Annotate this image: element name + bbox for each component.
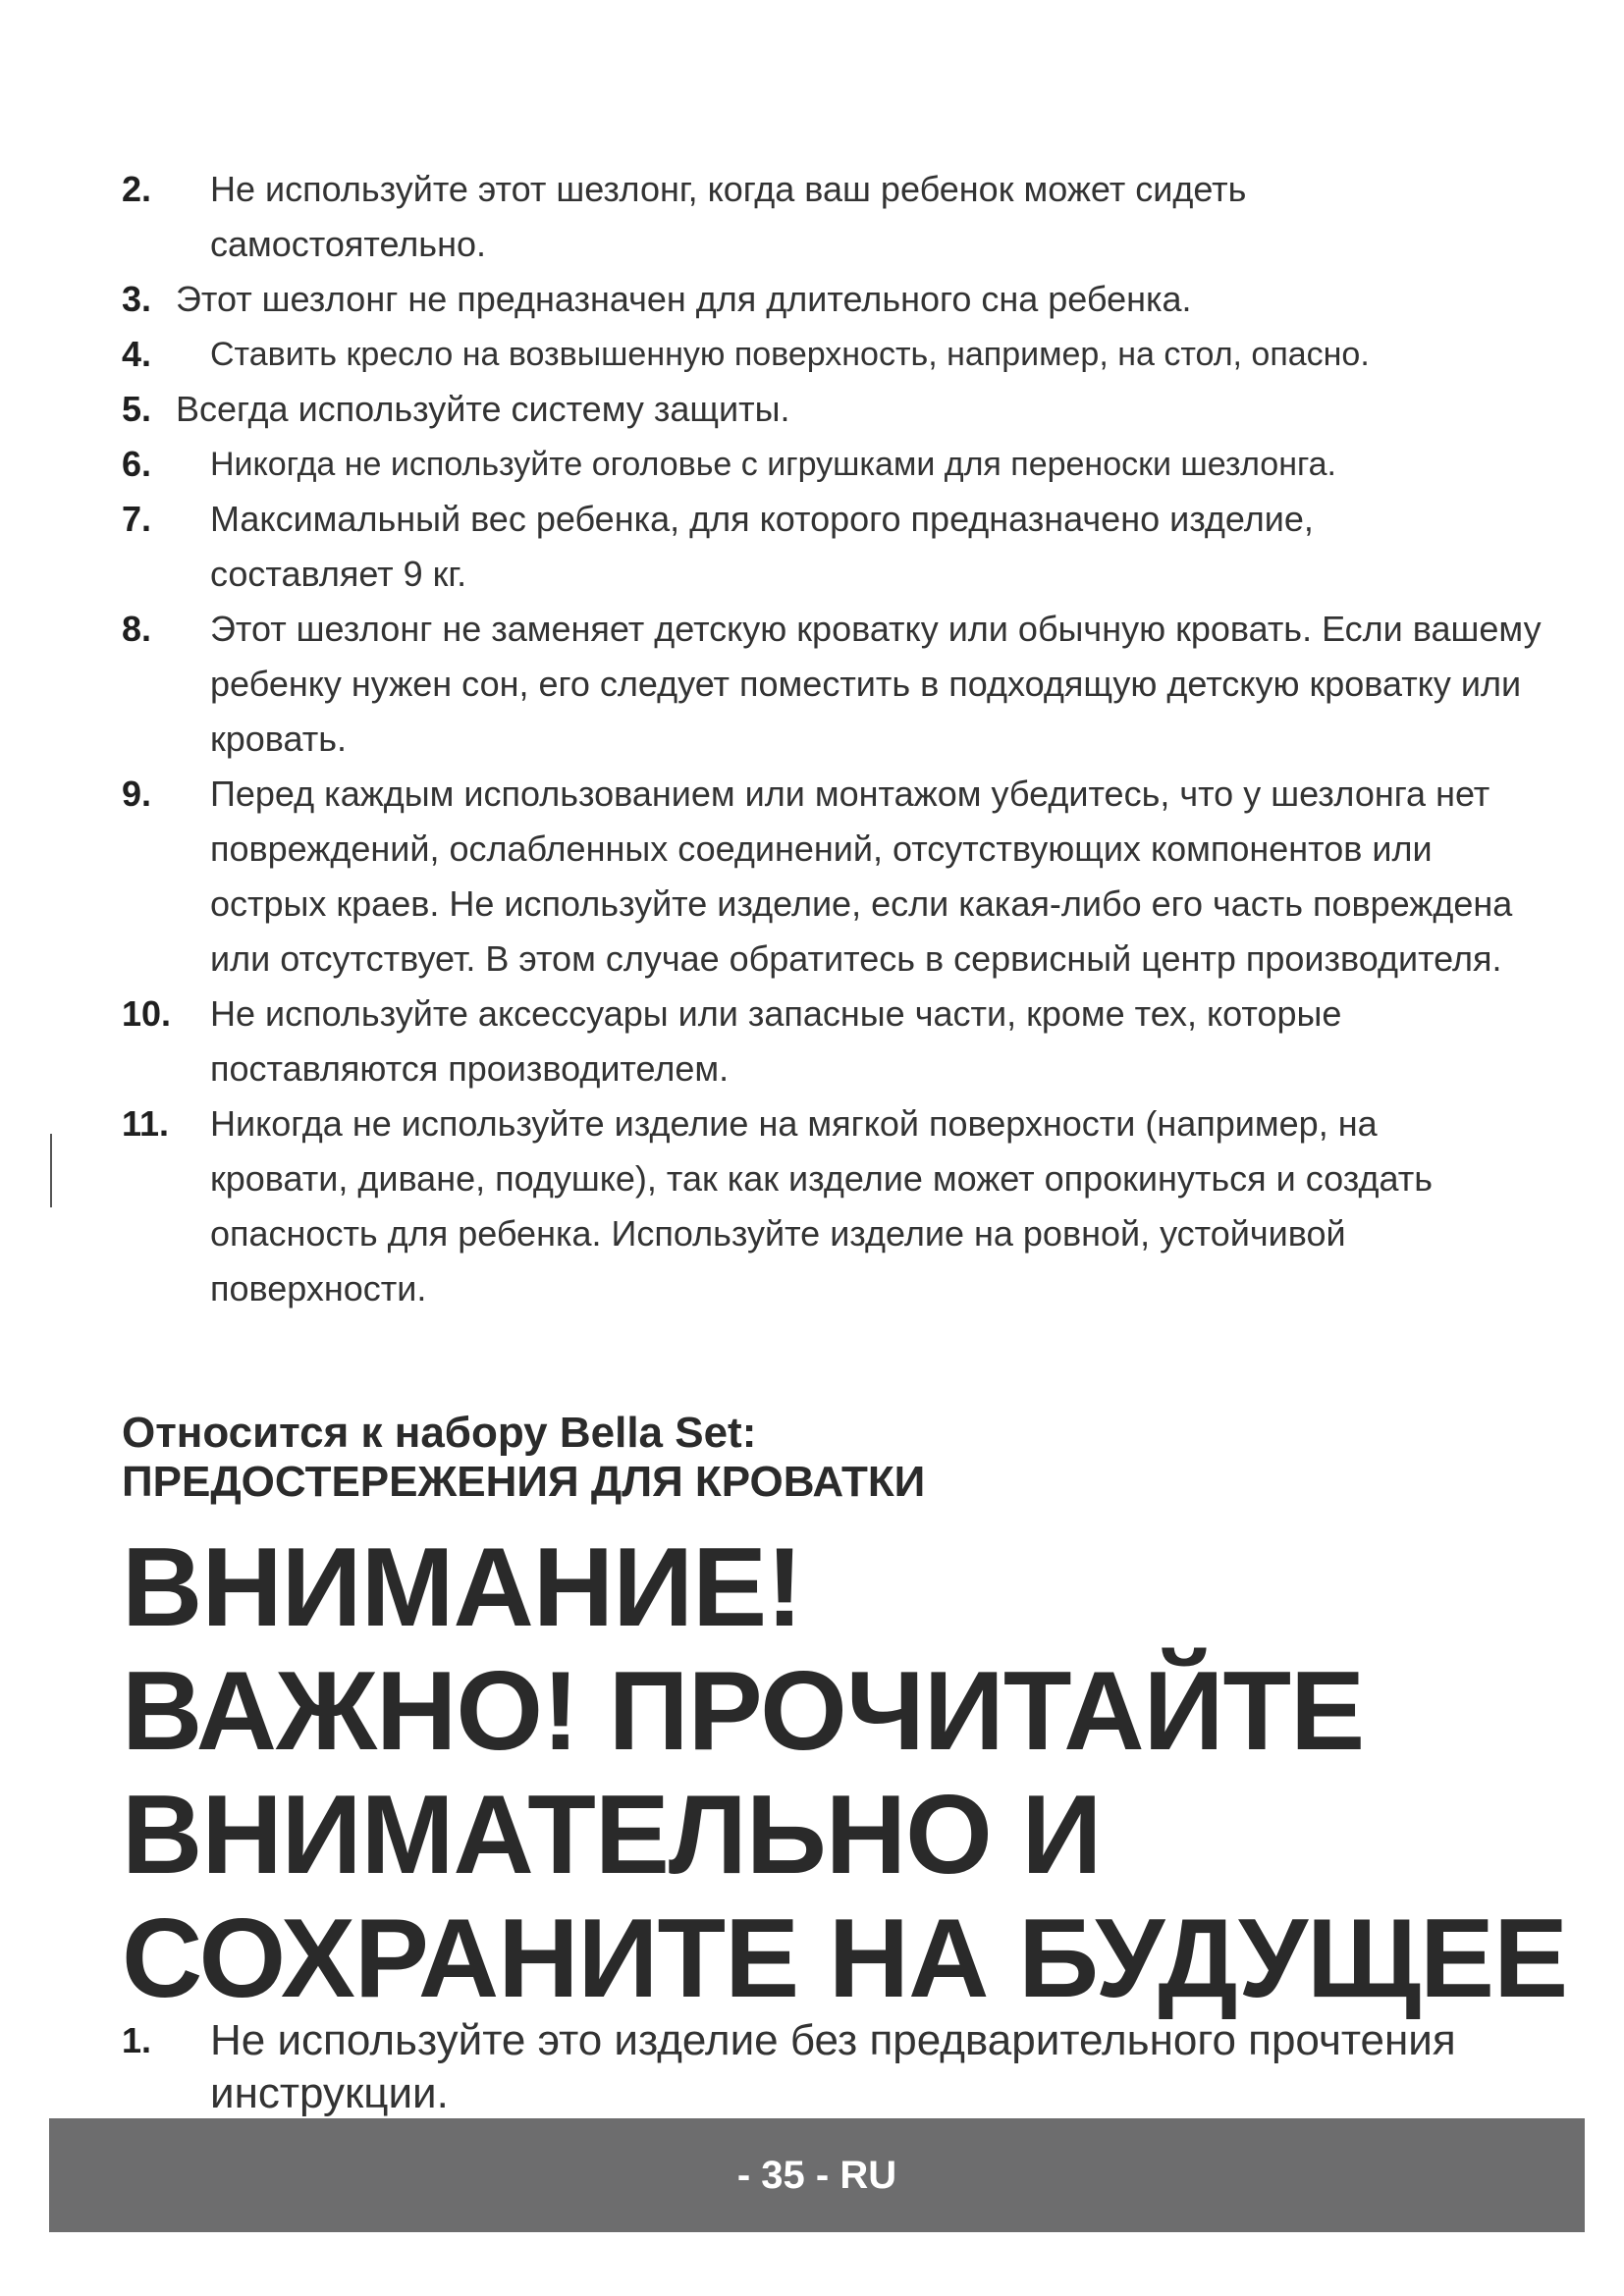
list-item: [122, 987, 1536, 1096]
warning-heading: [122, 1526, 1567, 2021]
item-text: Перед каждым использованием или монтажом убедитесь, что у шезлонга нет повреждений, ослабленных соединений, отсутствующих компонентов или острых краев. Не используйте изделие, если какая-либо его часть повреждена или отсутствует. В этом случае обратитесь в сервисный центр производителя.: [210, 774, 1513, 979]
list-item: [122, 437, 1536, 492]
item-number: 8.: [122, 609, 152, 649]
list-item: [122, 2014, 1536, 2120]
list-item: [122, 492, 1536, 602]
item-number: 7.: [122, 499, 152, 539]
instruction-list: [122, 162, 1542, 1316]
section-subheading: [122, 1409, 925, 1507]
item-number: 10.: [122, 993, 172, 1034]
item-number: 4.: [122, 334, 152, 374]
warning-line: ВНИМАНИЕ!: [122, 1525, 803, 1650]
warning-line: ВАЖНО! ПРОЧИТАЙТЕ: [122, 1649, 1365, 1774]
item-number: 3.: [122, 279, 152, 319]
item-text: Этот шезлонг не заменяет детскую кроватку или обычную кровать. Если вашему ребенку нужен сон, его следует поместить в подходящую детскую кроватку или кровать.: [210, 609, 1542, 759]
subheading-line: ПРЕДОСТЕРЕЖЕНИЯ ДЛЯ КРОВАТКИ: [122, 1458, 926, 1506]
list-item: [122, 382, 1536, 437]
subheading-line: Относится к набору Bella Set:: [122, 1409, 757, 1457]
item-text: Никогда не используйте оголовье с игрушками для переноски шезлонга.: [210, 446, 1336, 483]
item-number: 11.: [122, 1103, 170, 1144]
list-item: [122, 602, 1542, 767]
page-number: - 35 - RU: [736, 2153, 897, 2197]
item-text: Никогда не используйте изделие на мягкой поверхности (например, на кровати, диване, подушке), так как изделие может опрокинуться и создать опасность для ребенка. Используйте изделие на ровной, устойчивой поверхности.: [210, 1103, 1433, 1308]
item-number: 6.: [122, 444, 152, 484]
item-number: 2.: [122, 169, 152, 209]
item-text: Всегда используйте систему защиты.: [176, 389, 790, 429]
warning-line: СОХРАНИТЕ НА БУДУЩЕЕ: [122, 1896, 1568, 2021]
item-text: Не используйте аксессуары или запасные части, кроме тех, которые поставляются производителем.: [210, 993, 1342, 1089]
warning-line: ВНИМАТЕЛЬНО И: [122, 1773, 1102, 1897]
item-text: Максимальный вес ребенка, для которого предназначено изделие, составляет 9 кг.: [210, 499, 1314, 594]
item-number: 9.: [122, 774, 152, 814]
item-number: 1.: [122, 2020, 152, 2060]
list-item: [122, 767, 1536, 987]
list-item: [122, 162, 1536, 272]
list-item: [122, 327, 1536, 382]
margin-mark: [50, 1134, 52, 1207]
page-footer: [49, 2118, 1585, 2232]
item-text: Не используйте это изделие без предварительного прочтения инструкции.: [210, 2016, 1456, 2117]
list-item: [122, 1096, 1536, 1316]
item-text: Этот шезлонг не предназначен для длительного сна ребенка.: [176, 279, 1192, 319]
list-item: [122, 272, 1536, 327]
item-text: Не используйте этот шезлонг, когда ваш ребенок может сидеть самостоятельно.: [210, 169, 1247, 264]
item-text: Ставить кресло на возвышенную поверхность, например, на стол, опасно.: [210, 336, 1370, 373]
item-number: 5.: [122, 389, 152, 429]
